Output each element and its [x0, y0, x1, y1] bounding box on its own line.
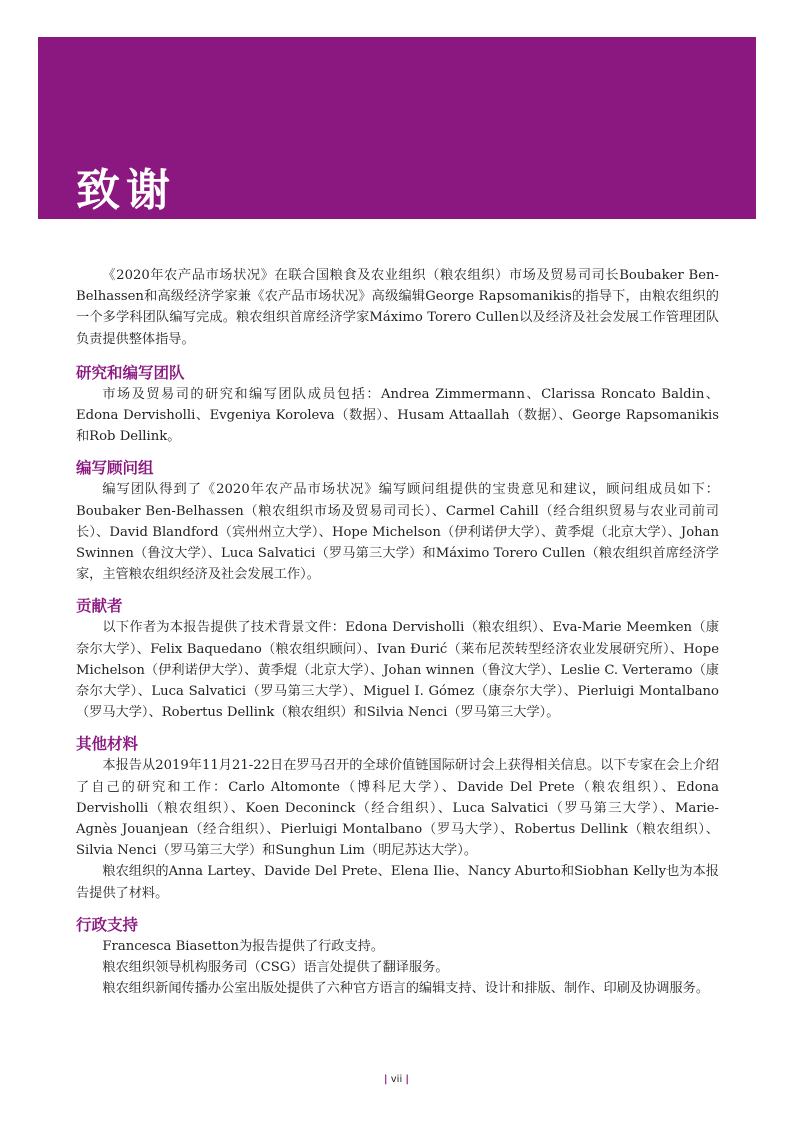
section-paragraph: 粮农组织新闻传播办公室出版处提供了六种官方语言的编辑支持、设计和排版、制作、印刷及协调服务。	[102, 981, 710, 997]
section-contributors	[76, 595, 719, 723]
section-paragraph: Francesca Biasetton为报告提供了行政支持。	[102, 938, 385, 954]
section-administrative-support	[76, 914, 719, 1000]
section-paragraph: 以下作者为本报告提供了技术背景文件：Edona Dervisholli（粮农组织）、Eva-Marie Meemken（康奈尔大学）、Felix Baquedano（粮农组织顾问）、Ivan Đurić（莱布尼茨转型经济农业发展研究所）、Hope Michelson（伊利诺伊大学）、黄季焜（北京大学）、Johan winnen（鲁汶大学）、Leslie C. Verteramo（康奈尔大学）、Luca Salvatici（罗马第三大学）、Miguel I. Gómez（康奈尔大学）、Pierluigi Montalbano（罗马大学）、Robertus Dellink（粮农组织）和Silvia Nenci（罗马第三大学）。	[76, 620, 719, 721]
page-footer	[0, 1074, 793, 1085]
section-paragraph: 编写团队得到了《2020年农产品市场状况》编写顾问组提供的宝贵意见和建议，顾问组成员如下：Boubaker Ben-Belhassen（粮农组织市场及贸易司司长）、Carmel Cahill（经合组织贸易与农业司前司长）、David Blandford（宾州州立大学）、Hope Michelson（伊利诺伊大学）、黄季焜（北京大学）、Johan Swinnen（鲁汶大学）、Luca Salvatici（罗马第三大学）和Máximo Torero Cullen（粮农组织首席经济学家，主管粮农组织经济及社会发展工作）。	[76, 482, 719, 583]
page-title: 致谢	[76, 165, 176, 216]
section-paragraph: 本报告从2019年11月21-22日在罗马召开的全球价值链国际研讨会上获得相关信息。以下专家在会上介绍了自己的研究和工作：Carlo Altomonte（博科尼大学）、Davide Del Prete（粮农组织）、Edona Dervisholli（粮农组织）、Koen Deconinck（经合组织）、Luca Salvatici（罗马第三大学）、Marie-Agnès Jouanjean（经合组织）、Pierluigi Montalbano（罗马大学）、Robertus Dellink（粮农组织）、Silvia Nenci（罗马第三大学）和Sunghun Lim（明尼苏达大学）。	[76, 758, 719, 859]
title-banner	[38, 37, 756, 219]
section-heading: 编写顾问组	[76, 459, 154, 478]
section-advisory-group	[76, 457, 719, 585]
section-heading: 研究和编写团队	[76, 363, 185, 382]
footer-bar-right: |	[405, 1074, 410, 1085]
section-heading: 贡献者	[76, 597, 123, 616]
page-content	[76, 265, 719, 1009]
section-heading: 行政支持	[76, 915, 139, 934]
footer-bar-left: |	[383, 1074, 388, 1085]
section-research-team	[76, 362, 719, 448]
section-other-materials	[76, 733, 719, 903]
section-paragraph: 市场及贸易司的研究和编写团队成员包括：Andrea Zimmermann、Clarissa Roncato Baldin、Edona Dervisholli、Evgeniya Koroleva（数据）、Husam Attaallah（数据）、George Rapsomanikis和Rob Dellink。	[76, 386, 719, 445]
page-number: vii	[390, 1074, 403, 1085]
intro-paragraph: 《2020年农产品市场状况》在联合国粮食及农业组织（粮农组织）市场及贸易司司长Boubaker Ben-Belhassen和高级经济学家兼《农产品市场状况》高级编辑George Rapsomanikis的指导下，由粮农组织的一个多学科团队编写完成。粮农组织首席经济学家Máximo Torero Cullen以及经济及社会发展工作管理团队负责提供整体指导。	[76, 268, 719, 347]
section-heading: 其他材料	[76, 735, 139, 754]
section-paragraph: 粮农组织的Anna Lartey、Davide Del Prete、Elena Ilie、Nancy Aburto和Siobhan Kelly也为本报告提供了材料。	[76, 864, 719, 901]
section-paragraph: 粮农组织领导机构服务司（CSG）语言处提供了翻译服务。	[102, 960, 449, 976]
